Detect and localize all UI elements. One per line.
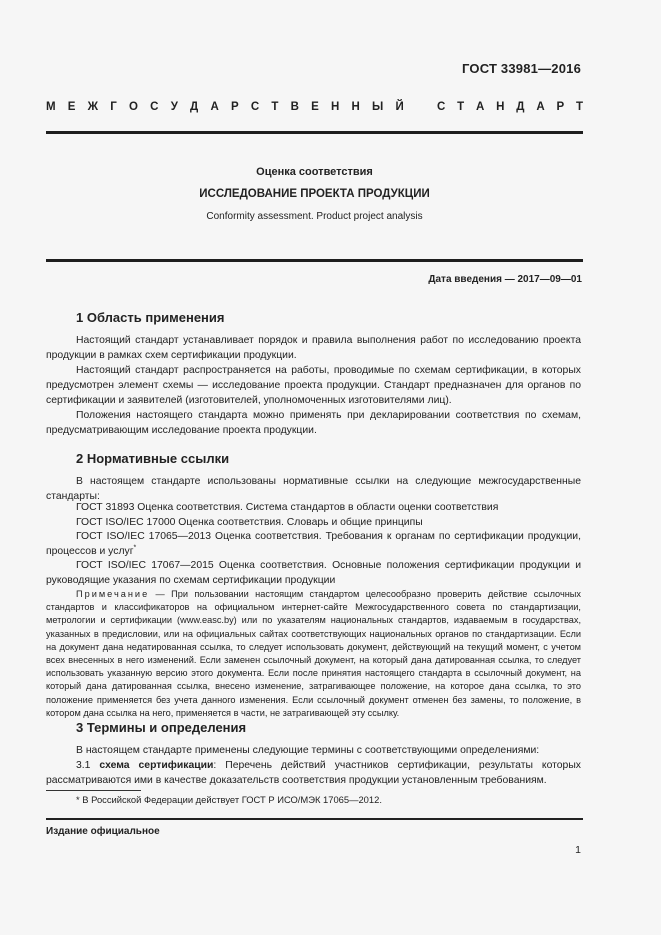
banner-letter: Н [330, 101, 340, 113]
page-number: 1 [575, 844, 581, 856]
footnote-divider [46, 790, 141, 791]
banner-letter: Н [351, 101, 360, 113]
banner-letter: С [150, 101, 159, 113]
banner-letter: Т [457, 101, 465, 113]
banner-left-word [46, 101, 404, 113]
banner-letter: Е [67, 101, 76, 113]
definition-certification-scheme: 3.1 схема сертификации: Перечень действий участников сертификации, результаты которых рассматриваются ими в качестве доказательств соответствия продукции установленным требованиям. [46, 760, 581, 786]
banner-letter: М [46, 101, 56, 113]
banner-letter: А [476, 101, 485, 113]
term-label: схема сертификации [99, 760, 214, 771]
banner-letter: С [250, 101, 260, 113]
section-2-note: Примечание — При пользовании настоящим стандартом целесообразно проверить действие ссылочных стандартов и классификаторов на официальном интернет-сайте Межгосударственного совета по стандартизации, метрологии и сертификации (www.easc.by) или по указателям национальных стандартов, издаваемым в государствах, указанных в предисловии, или на официальных сайтах соответствующих национальных органов по стандартизации. Если на документ дана недатированная ссылка, то следует использовать документ, действующий на текущий момент, с учетом всех внесенных в него изменений. Если заменен ссылочный документ, на который дана датированная ссылка, то следует использовать указанную версию этого документа. Если после принятия настоящего стандарта в ссылочный документ, на который дана датированная ссылка, внесено изменение, затрагивающее положение, на которое дана ссылка, то это положение применяется без учета данного изменения. Если ссылочный документ отменен без замены, то положение, в котором дана ссылка на него, применяется в части, не затрагивающей эту ссылку. [46, 589, 581, 718]
banner-letter: Й [395, 101, 404, 113]
section-1-paragraph-3: Положения настоящего стандарта можно применять при декларировании соответствия по схемам, предусматривающим исследование проекта продукции. [46, 410, 581, 436]
title-divider [46, 259, 583, 262]
footnote: * В Российской Федерации действует ГОСТ Р ИСО/МЭК 17065—2012. [76, 794, 382, 805]
banner-letter: Е [311, 101, 319, 113]
section-3-intro: В настоящем стандарте применены следующие термины с соответствующими определениями: [76, 745, 540, 756]
banner-letter: Н [496, 101, 505, 113]
banner-letter: Г [110, 101, 117, 113]
reference-iso-17065: ГОСТ ISO/IEC 17065—2013 Оценка соответствия. Требования к органам по сертификации продукции, процессов и услуг* [46, 531, 581, 557]
banner-letter: Ы [372, 101, 384, 113]
banner-letter: Р [230, 101, 239, 113]
top-divider [46, 131, 583, 134]
banner-letter: Т [575, 101, 583, 113]
banner-letter: У [170, 101, 178, 113]
section-1-heading: 1 Область применения [76, 310, 225, 325]
banner-letter: А [536, 101, 545, 113]
section-2-heading: 2 Нормативные ссылки [76, 451, 230, 466]
reference-iso-17000: ГОСТ ISO/IEC 17000 Оценка соответствия. Словарь и общие принципы [76, 517, 423, 528]
section-1-paragraph-2: Настоящий стандарт распространяется на работы, проводимые по схемам сертификации, в которых предусмотрен элемент схемы — исследование проекта продукции. Стандарт предназначен для органов по сертификации и заявителей (изготовителей, уполномоченных изготовителями лиц). [46, 365, 581, 406]
banner-letter: Р [556, 101, 565, 113]
footer-divider [46, 818, 583, 820]
section-1-paragraph-1: Настоящий стандарт устанавливает порядок и правила выполнения работ по исследованию проекта продукции в рамках схем сертификации продукции. [46, 335, 581, 361]
banner-letter: А [210, 101, 219, 113]
standard-code: ГОСТ 33981—2016 [462, 61, 581, 76]
official-edition-label: Издание официальное [46, 826, 160, 837]
banner-letter: В [290, 101, 299, 113]
banner-letter: Т [271, 101, 279, 113]
banner-letter: С [437, 101, 446, 113]
footnote-marker: * [133, 544, 137, 552]
title-english: Conformity assessment. Product project analysis [206, 211, 423, 222]
banner-letter: О [129, 101, 138, 113]
note-label: Примечание [76, 589, 150, 599]
title-line-1: Оценка соответствия [256, 166, 373, 178]
interstate-standard-banner [46, 101, 583, 113]
reference-iso-17067: ГОСТ ISO/IEC 17067—2015 Оценка соответствия. Основные положения сертификации продукции и руководящие указания по схемам сертификации продукции [46, 560, 581, 586]
section-3-heading: 3 Термины и определения [76, 720, 247, 735]
section-2-intro: В настоящем стандарте использованы нормативные ссылки на следующие межгосударственные стандарты: [46, 476, 581, 502]
banner-letter: Д [516, 101, 525, 113]
title-line-2: ИССЛЕДОВАНИЕ ПРОЕКТА ПРОДУКЦИИ [199, 188, 430, 200]
date-of-introduction: Дата введения — 2017—09—01 [428, 274, 582, 285]
reference-gost-31893: ГОСТ 31893 Оценка соответствия. Система стандартов в области оценки соответствия [76, 502, 499, 513]
banner-right-word [437, 101, 583, 113]
banner-letter: Д [190, 101, 199, 113]
banner-letter: Ж [87, 101, 99, 113]
